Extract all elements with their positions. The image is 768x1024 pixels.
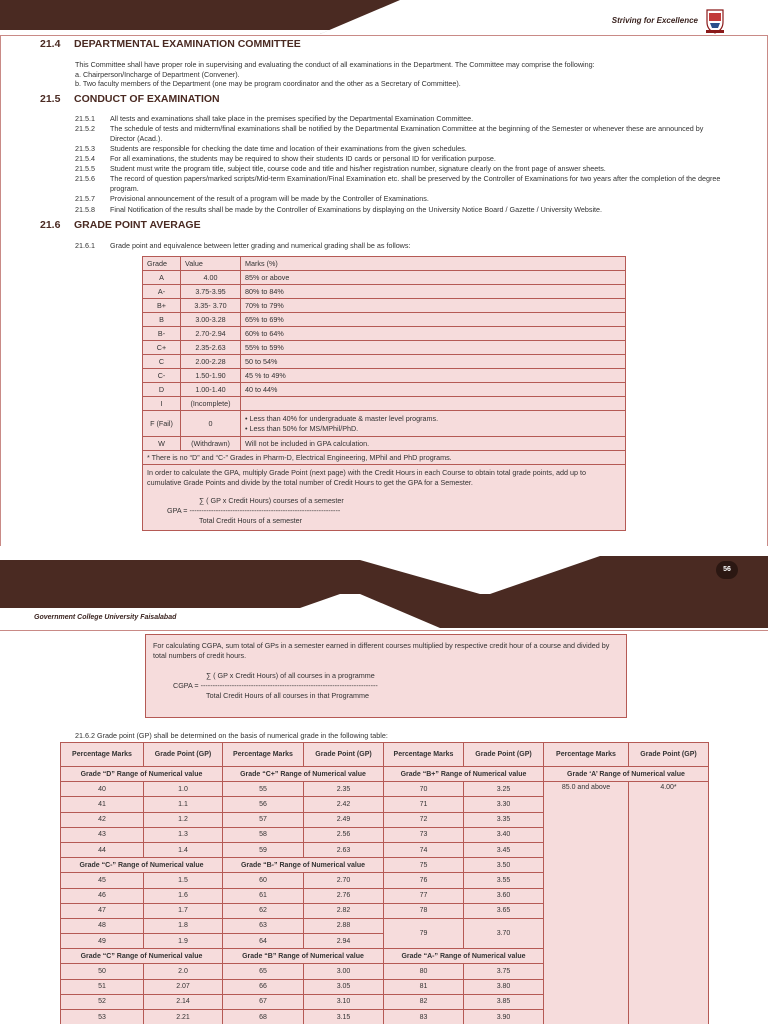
table-row: 44 1.4 59 2.63 74 3.45 [61, 842, 709, 857]
table-row: 42 1.2 57 2.49 72 3.35 [61, 812, 709, 827]
list-item: 21.5.4 For all examinations, the students may be required to show their students ID cards or personal ID for verification purpose. [75, 154, 496, 163]
table-row: F (Fail) 0 • Less than 40% for undergraduate & master level programs. • Less than 50% for MS/MPhil/PhD. [143, 411, 626, 437]
section-title-21-5: 21.5 CONDUCT OF EXAMINATION [40, 93, 220, 105]
table-row: 40 1.0 55 2.35 70 3.25 85.0 and above 4.00* [61, 782, 709, 797]
header-rule [0, 35, 768, 36]
page-57 [0, 594, 768, 1024]
table-row: D 1.00-1.40 40 to 44% [143, 383, 626, 397]
table-row: 45 1.5 60 2.70 76 3.55 [61, 873, 709, 888]
table-row: 49 1.9 64 2.94 [61, 934, 709, 949]
table-row: I (Incomplete) [143, 397, 626, 411]
section-title-21-6: 21.6 GRADE POINT AVERAGE [40, 219, 201, 231]
list-item: 21.5.6 The record of question papers/marked scripts/Mid-term Examination/Final Examination etc. shall be preserved by the Controller of Examinations for two years after the completion of the degree program. [75, 174, 721, 193]
table-row: 53 2.21 68 3.15 83 3.90 [61, 1010, 709, 1024]
table-row: C 2.00-2.28 50 to 54% [143, 355, 626, 369]
section-21-6-2-intro: 21.6.2 Grade point (GP) shall be determined on the basis of numerical grade in the following table: [75, 731, 388, 740]
list-item: 21.5.3 Students are responsible for checking the date time and location of their examinations from the given schedules. [75, 144, 467, 153]
table-row: A 4.00 85% or above [143, 271, 626, 285]
numerical-grade-table [60, 742, 709, 1024]
table-footnote-row: * There is no “D” and “C-” Grades in Pharm-D, Electrical Engineering, MPhil and PhD programs. [143, 451, 626, 465]
range-header-row: Grade “C-” Range of Numerical value Grade “B-” Range of Numerical value 75 3.50 [61, 858, 709, 873]
table-row: 48 1.8 63 2.88 79 3.70 [61, 918, 709, 933]
gpa-formula-row: In order to calculate the GPA, multiply Grade Point (next page) with the Credit Hours in each Course to obtain total grade points, add up to cumulative Grade Points and divide by the total number of Credit Hours to get the GPA for a Semester. ∑ ( GP x Credit Hours) courses of a semester GPA = --------------------------------------------------------------- Total Credit Hours of a semester [143, 465, 626, 531]
list-item: 21.5.7 Provisional announcement of the result of a program will be made by the Controller of Examinations. [75, 194, 429, 203]
table-row: C- 1.50-1.90 45 % to 49% [143, 369, 626, 383]
tagline: Striving for Excellence [611, 16, 698, 25]
section-21-4-body: This Committee shall have proper role in supervising and evaluating the conduct of all examinations in the Department. The Committee may comprise the following: a. Chairperson/Incharge of Department (Convener). b. Two faculty members of the Department (one may be program coordinator and the other as a Secretary of Committee). [75, 60, 595, 89]
table-row: A- 3.75-3.95 80% to 84% [143, 285, 626, 299]
table-row: C+ 2.35-2.63 55% to 59% [143, 341, 626, 355]
header-band [0, 594, 768, 630]
range-header-row: Grade “D” Range of Numerical value Grade “C+” Range of Numerical value Grade “B+” Range of Numerical value Grade ‘A’ Range of Numerical value [61, 767, 709, 782]
table-header-row: Percentage Marks Grade Point (GP) Percentage Marks Grade Point (GP) Percentage Marks Grade Point (GP) Percentage Marks Grade Point (GP) [61, 743, 709, 767]
list-item: 21.5.8 Final Notification of the results shall be made by the Controller of Examinations by displaying on the University Notice Board / Gazette / University Website. [75, 205, 603, 214]
table-row: 51 2.07 66 3.05 81 3.80 [61, 979, 709, 994]
cgpa-formula-box: For calculating CGPA, sum total of GPs in a semester earned in different courses multiplied by respective credit hour of a course and divided by total numbers of credit hours. ∑ ( GP x Credit Hours) of all courses in a programme CGPA = -------------------------------------------------------------------------- Total Credit Hours of all courses in that Programme [145, 634, 627, 718]
table-row: B 3.00-3.28 65% to 69% [143, 313, 626, 327]
table-row: 43 1.3 58 2.56 73 3.40 [61, 827, 709, 842]
table-row: 41 1.1 56 2.42 71 3.30 [61, 797, 709, 812]
table-row: 47 1.7 62 2.82 78 3.65 [61, 903, 709, 918]
university-crest-icon [704, 8, 726, 34]
list-item: 21.5.5 Student must write the program title, subject title, course code and title and his/her registration number, signature clearly on the front page of answer sheets. [75, 164, 606, 173]
table-header-row: Grade Value Marks (%) [143, 257, 626, 271]
range-header-row: Grade “C” Range of Numerical value Grade “B” Range of Numerical value Grade “A-” Range of Numerical value [61, 949, 709, 964]
grade-point-table [142, 256, 626, 531]
table-row: B+ 3.35- 3.70 70% to 79% [143, 299, 626, 313]
table-row: 50 2.0 65 3.00 80 3.75 [61, 964, 709, 979]
table-row: B- 2.70-2.94 60% to 64% [143, 327, 626, 341]
table-row: 46 1.6 61 2.76 77 3.60 [61, 888, 709, 903]
list-item: 21.5.1 All tests and examinations shall take place in the premises specified by the Departmental Examination Committee. [75, 114, 474, 123]
page-number-badge: 56 [716, 561, 738, 579]
footer-band [0, 556, 768, 594]
table-row: W (Withdrawn) Will not be included in GPA calculation. [143, 437, 626, 451]
university-name: Government College University Faisalabad [34, 614, 177, 621]
table-row: 52 2.14 67 3.10 82 3.85 [61, 994, 709, 1009]
section-21-6-1-intro: 21.6.1 Grade point and equivalence between letter grading and numerical grading shall be as follows: [75, 241, 411, 250]
section-title-21-4: 21.4 DEPARTMENTAL EXAMINATION COMMITTEE [40, 38, 301, 50]
list-item: 21.5.2 The schedule of tests and midterm/final examinations shall be notified by the Departmental Examination Committee at the beginning of the Semester or whenever these are announced by Director (Acad.). [75, 124, 704, 143]
